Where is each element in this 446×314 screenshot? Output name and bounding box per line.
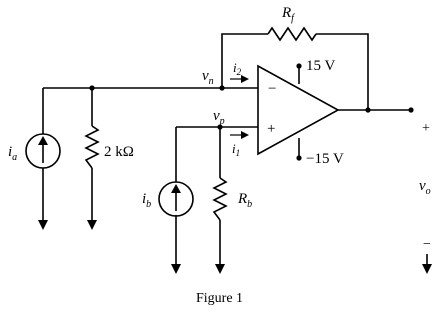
supply-pos-label: 15 V [306,58,336,74]
rb-ground-arrow-icon [215,264,225,274]
r2k-resistor [86,126,98,168]
junction-dot-output [365,107,370,112]
ib-current-source [159,182,193,216]
rf-resistor [268,28,316,40]
supply-neg-label: −15 V [306,151,344,167]
i1-label: $i_1$ [232,141,241,158]
rb-label: $R_b$ [238,191,253,210]
rf-label: $R_f$ [282,5,294,24]
vo-label: $v_o$ [419,178,431,197]
ib-label: $i_b$ [142,191,152,210]
vn-label: $v_n$ [202,68,214,87]
vo-ground-arrow-icon [422,254,432,274]
i2-label: $i_2$ [233,60,242,77]
junction-dot-vn-left [89,85,94,90]
r2k-ground-arrow-icon [87,220,97,230]
junction-dot-supply-pos [296,63,301,68]
ib-ground-arrow-icon [171,264,181,274]
ia-ground-arrow-icon [38,220,48,230]
op-amp [258,66,338,154]
plus-input-label: + [267,121,276,137]
r2k-label: 2 kΩ [104,144,134,160]
rb-resistor [214,178,226,220]
minus-input-label: − [268,81,277,97]
vp-label: $v_p$ [213,108,225,127]
output-minus-label: − [423,237,431,252]
output-plus-label: + [422,121,430,136]
ia-label: $i_a$ [8,144,18,163]
junction-dot-supply-neg [296,155,301,160]
i1-arrow-icon [230,131,249,139]
ia-current-source [26,134,60,168]
junction-dot-vn [219,85,224,90]
output-terminal-dot [408,107,413,112]
figure-caption: Figure 1 [196,291,244,306]
